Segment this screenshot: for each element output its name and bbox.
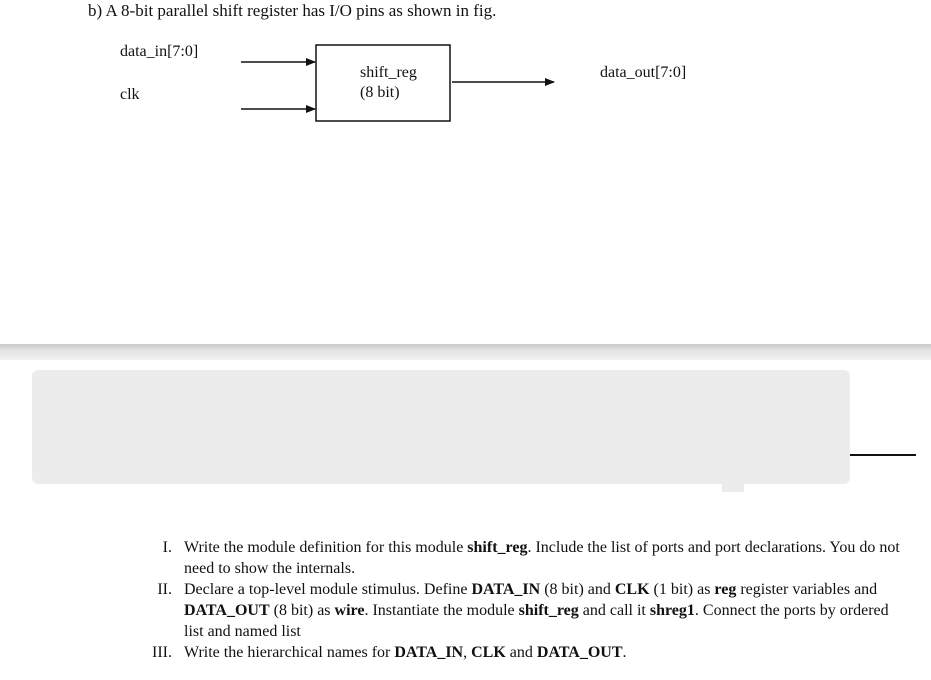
question-keyword: wire <box>334 602 365 619</box>
question-text-run: , <box>463 644 472 661</box>
data-in-label: data_in[7:0] <box>120 43 199 60</box>
question-text <box>184 579 904 642</box>
question-text-run: (8 bit) and <box>540 581 615 598</box>
question-text-run: (1 bit) as <box>649 581 715 598</box>
block-diagram <box>0 0 931 140</box>
question-number: II. <box>157 581 172 598</box>
question-heading: b) A 8-bit parallel shift register has I/O pins as shown in fig. <box>88 1 497 20</box>
question-text-run: . Connect the ports by ordered list and named list <box>184 602 889 640</box>
question-keyword: DATA_IN <box>394 644 464 661</box>
redacted-region <box>32 370 850 484</box>
question-text-run: and call it <box>578 602 650 619</box>
clk-label: clk <box>120 86 140 103</box>
question-text-run: and <box>505 644 537 661</box>
question-keyword: DATA_OUT <box>536 644 623 661</box>
question-item <box>0 642 931 663</box>
question-list <box>0 537 931 663</box>
question-item <box>0 579 931 642</box>
question-text-run: . Include the list of ports and port declarations. You do not need to show the internals. <box>184 539 900 577</box>
answer-line <box>850 454 916 456</box>
question-text-run: Write the module definition for this module <box>184 539 468 556</box>
question-keyword: CLK <box>471 644 506 661</box>
question-text-run: Write the hierarchical names for <box>184 644 395 661</box>
question-item <box>0 537 931 579</box>
question-text-run: . <box>622 644 627 661</box>
data-out-label: data_out[7:0] <box>600 64 687 81</box>
question-keyword: DATA_OUT <box>184 602 270 619</box>
redacted-region-tab <box>722 480 744 492</box>
question-keyword: CLK <box>614 581 650 598</box>
question-text-run: register variables and <box>736 581 878 598</box>
question-keyword: shreg1 <box>649 602 695 619</box>
module-box-text <box>316 63 450 103</box>
question-text-run: . Instantiate the module <box>364 602 519 619</box>
question-number: I. <box>162 539 172 556</box>
question-number: III. <box>152 644 172 661</box>
module-width: (8 bit) <box>360 84 400 101</box>
page-divider <box>0 344 931 360</box>
question-text <box>184 537 904 579</box>
question-keyword: DATA_IN <box>471 581 541 598</box>
question-keyword: reg <box>714 581 737 598</box>
question-keyword: shift_reg <box>467 539 528 556</box>
question-text-run: Declare a top-level module stimulus. Define <box>184 581 472 598</box>
question-text-run: (8 bit) as <box>269 602 335 619</box>
question-text <box>184 642 904 663</box>
question-keyword: shift_reg <box>518 602 579 619</box>
module-name: shift_reg <box>360 64 417 81</box>
